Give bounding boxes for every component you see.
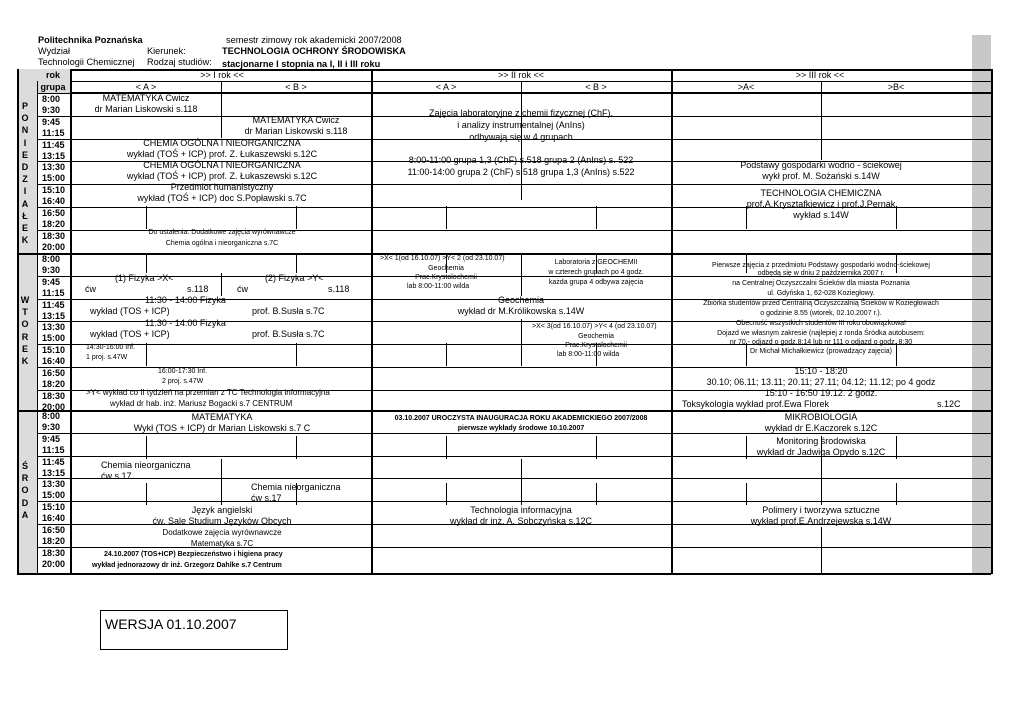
wed-y1-chem1-room: ćw s.17 [101, 471, 132, 481]
grid-line [446, 483, 447, 505]
tue-y2-geo2-groups: >X< 3(od 16.10.07) >Y< 4 (od 23.10.07) [532, 323, 657, 330]
time-end: 11:15 [42, 444, 65, 455]
wed-y1-math-title: MATEMATYKA [191, 412, 253, 422]
faculty-name: Technologii Chemicznej [38, 57, 135, 67]
mon-y3-tech-title: TECHNOLOGIA CHEMICZNA [760, 188, 882, 198]
grid-line [671, 69, 673, 574]
grid-line [896, 436, 897, 459]
grid-line [70, 69, 72, 574]
wed-y1-chem2-room: ćw s.17 [251, 493, 282, 503]
time-start: 15:10 [42, 502, 66, 513]
study-type: stacjonarne I stopnia na I, II i III roku [222, 59, 381, 69]
mon-y1-math2-title: MATEMATYKA Cwicz [252, 115, 340, 125]
tue-y3-note-7: Obecność wszystkich studentów III roku obowiązkowa! [735, 320, 907, 327]
grid-line [521, 81, 522, 93]
time-end: 11:15 [42, 287, 65, 298]
mon-y1-hum-title: Przedmiot humanistyczny [170, 182, 274, 192]
wed-y2-first-lectures: pierwsze wykłady środowe 10.10.2007 [457, 425, 585, 432]
time-end: 18:20 [42, 536, 66, 546]
wed-y3-monitor-teacher: wykład dr Jadwiga Opydo s.12C [756, 447, 886, 457]
tue-y1-inf1-room: 1 proj. s.47W [86, 354, 128, 361]
group-2b: < B > [585, 82, 607, 92]
grid-line [146, 206, 147, 229]
time-start: 8:00 [42, 254, 61, 264]
tue-y1-inf2-room: 2 proj. s.47W [162, 378, 204, 385]
grid-line [821, 93, 822, 160]
grid-line [37, 547, 991, 548]
tue-y1-phys1-room: s.118 [187, 284, 209, 294]
mon-y3-tech-room: wykład s.14W [793, 210, 849, 220]
tue-y3-toks-extra: 15:10 - 16:50 19.12. 2 godz. [764, 388, 878, 398]
tue-y2-geo-groups: >X< 1(od 16.10.07) >Y< 2 (od 23.10.07) [380, 255, 505, 262]
time-start: 11:45 [42, 139, 65, 150]
time-start: 8:00 [42, 411, 61, 421]
tue-y1-phys2-title: (2) Fizyka >Y< [265, 273, 324, 283]
tue-y2-geo2-title: Geochemia [578, 333, 614, 340]
wed-y2-ti-title: Technologia informacyjna [470, 505, 572, 515]
tue-y2-geo2-unit: Prac.Krystalochemii [565, 342, 627, 349]
mon-y2-lab-line5: 11:00-14:00 grupa 2 (ChF) s.518 grupa 1,3 (AnIns) s.522 [407, 167, 635, 177]
tue-y3-note-6: o godzinie 8.55 (wtorek, 02.10.2007 r.). [760, 310, 882, 317]
mon-y1-extra-subject: Chemia ogólna i nieorganiczna s.7C [165, 240, 279, 247]
grid-line [446, 206, 447, 229]
grid-line [446, 436, 447, 459]
grupa-header: grupa [40, 82, 66, 92]
tue-y2-labinfo-groups: w czterech grupach po 4 godz. [548, 269, 644, 276]
tue-y3-toks-title: Toksykologia wykład prof.Ewa Florek [682, 399, 830, 409]
group-1b: < B > [285, 82, 307, 92]
wed-y3-micro-title: MIKROBIOLOGIA [784, 412, 858, 422]
grid-line [371, 69, 373, 574]
time-end: 16:40 [42, 513, 66, 524]
time-end: 9:30 [42, 105, 61, 115]
mon-y2-lab-line2: i analizy instrumentalnej (AnIns) [457, 120, 585, 130]
year2-header: >> II rok << [497, 70, 545, 80]
tue-y3-note-2: odbędą się w dniu 2 października 2007 r. [757, 270, 885, 277]
tue-y1-physlec2-type: wykład (TOS + ICP) [90, 329, 170, 339]
grid-line [521, 319, 522, 366]
grid-line [146, 343, 147, 366]
grid-line [521, 459, 522, 505]
tue-y1-ti-teacher: wykład dr hab. inż. Mariusz Bogacki s.7 CENTRUM [110, 399, 293, 408]
time-start: 13:30 [42, 322, 66, 333]
university-name: Politechnika Poznańska [38, 35, 143, 45]
grid-line [37, 478, 991, 479]
tue-y1-inf2-time: 16:00-17:30 Inf. [158, 368, 208, 375]
wed-y3-poly-teacher: wykład prof.E.Andrzejewska s.14W [750, 516, 892, 526]
day-tuesday: W T O R E K [20, 295, 30, 367]
version-text: WERSJA 01.10.2007 [105, 616, 237, 632]
mon-y1-math-teacher: dr Marian Liskowski s.118 [94, 104, 198, 114]
time-start: 15:10 [42, 345, 66, 356]
time-end: 15:00 [42, 490, 66, 501]
wed-y2-ti-teacher: wykład dr inż. A. Sobczyńska s.12C [449, 516, 593, 526]
tue-y1-physlec2-teacher: prof. B.Susła s.7C [252, 329, 325, 339]
tue-y3-note-4: ul. Gdyńska 1, 62-028 Koziegłowy. [767, 290, 875, 297]
time-start: 18:30 [42, 390, 66, 401]
grid-line [596, 436, 597, 459]
time-start: 11:45 [42, 299, 65, 310]
time-end: 15:00 [42, 173, 66, 184]
wed-y1-eng-title: Język angielski [191, 505, 253, 515]
semester-text: semestr zimowy rok akademicki 2007/2008 [226, 35, 402, 45]
tue-y3-note-5: Zbiórka studentów przed Centralną Oczyszczalnią Ścieków w Koziegłowach [703, 300, 939, 307]
year1-header: >> I rok << [200, 70, 244, 80]
direction-name: TECHNOLOGIA OCHRONY ŚRODOWISKA [222, 46, 406, 56]
tue-y1-physlec-time: 11:30 - 14:00 Fizyka [145, 295, 226, 305]
group-3a: >A< [737, 82, 755, 92]
grid-line [821, 81, 822, 93]
mon-y3-tech-teachers: prof.A.Krysztafkiewicz i prof.J.Pernak [746, 199, 896, 209]
year3-header: >> III rok << [795, 70, 845, 80]
tue-y3-note-10: Dr Michał Michałkiewicz (prowadzący zajęcia) [750, 348, 892, 355]
grid-line [746, 436, 747, 459]
grid-line [221, 459, 222, 505]
mon-y3-water-title: Podstawy gospodarki wodno - ściekowej [740, 160, 902, 170]
tue-y1-phys2-room: s.118 [328, 284, 350, 294]
time-end: 20:00 [42, 241, 66, 252]
time-start: 16:50 [42, 208, 66, 218]
time-end: 20:00 [42, 558, 66, 569]
time-end: 20:00 [42, 401, 66, 412]
grid-line [37, 81, 38, 574]
time-end: 13:15 [42, 150, 66, 161]
time-end: 18:20 [42, 219, 66, 229]
mon-y2-lab-line4: 8:00-11:00 grupa 1,3 (ChF) s.518 grupa 2 (AnIns) s. 522 [408, 155, 634, 165]
grid-line [296, 206, 297, 229]
wed-y1-eng-place: ćw. Sale Studium Języków Obcych [152, 516, 292, 526]
grid-line [37, 501, 991, 502]
mon-y1-math2-teacher: dr Marian Liskowski s.118 [244, 126, 348, 136]
tue-y3-toks-dates: 30.10; 06.11; 13.11; 20.11; 27.11; 04.12; 11.12; po 4 godz [706, 377, 936, 387]
time-end: 16:40 [42, 356, 66, 367]
mon-y1-chem2-teacher: wykład (TOŚ + ICP) prof. Z. Łukaszewski s.12C [126, 171, 318, 181]
time-start: 9:45 [42, 116, 61, 127]
tue-y1-physlec2-time: 11:30 - 14:00 Fizyka [145, 318, 226, 328]
faculty-label: Wydział [38, 46, 71, 56]
time-end: 13:15 [42, 467, 66, 478]
grid-line [991, 69, 993, 574]
mon-y1-extra-title: Do ustalenia: Dodatkowe zajęcia wyrównawcze [148, 229, 296, 236]
grid-line [596, 206, 597, 229]
mon-y2-lab-line1: Zajęcia laboratoryjne z chemii fizycznej (ChF), [428, 108, 614, 118]
wed-y3-poly-title: Polimery i tworzywa sztuczne [762, 505, 880, 515]
mon-y1-math-title: MATEMATYKA Cwicz [102, 93, 190, 103]
tue-y1-ti-title: >Y< wykład co II tydzień na przemian z TC Technologia informacyjna [86, 388, 330, 397]
grid-line [17, 69, 19, 574]
tue-y2-geo-title: Geochemia [428, 265, 464, 272]
time-end: 13:15 [42, 310, 66, 321]
day-monday: P O N I E D Z I A Ł E K [21, 101, 29, 246]
time-start: 16:50 [42, 368, 66, 378]
wed-y1-math-teacher: Wykł (TOS + ICP) dr Marian Liskowski s.7 C [133, 423, 311, 433]
tue-y2-geo-lab: lab 8:00-11:00 wilda [407, 283, 470, 290]
wed-y2-inauguration: 03.10.2007 UROCZYSTA INAUGURACJA ROKU AKADEMICKIEGO 2007/2008 [394, 415, 648, 422]
tue-y2-geolec-teacher: wykład dr M.Królikowska s.14W [457, 306, 585, 316]
direction-label: Kierunek: [147, 46, 186, 56]
mon-y1-chem-title: CHEMIA OGÓLNA I NIEORGANICZNA [143, 138, 301, 148]
group-3b: >B< [887, 82, 905, 92]
wed-y1-chem1-title: Chemia nieorganiczna [101, 460, 191, 470]
tue-y3-note-3: na Centralnej Oczyszczalni Ścieków dla miasta Poznania [732, 280, 910, 287]
mon-y1-hum-teacher: wykład (TOŚ + ICP) doc S.Popławski s.7C [137, 193, 307, 203]
wed-y1-extra-subject: Matematyka s.7C [190, 539, 254, 548]
tue-y3-note-1: Pierwsze zajęcia z przedmiotu Podstawy gospodarki wodno-ściekowej [712, 262, 930, 269]
time-start: 13:30 [42, 479, 66, 490]
group-1a: < A > [135, 82, 157, 92]
grid-line [521, 253, 522, 296]
time-start: 9:45 [42, 276, 61, 287]
grid-line [17, 573, 991, 575]
time-end: 16:40 [42, 196, 66, 207]
grid-line [146, 436, 147, 459]
time-start: 11:45 [42, 456, 65, 467]
time-start: 9:45 [42, 433, 61, 444]
version-box [100, 610, 288, 650]
grid-line [446, 343, 447, 366]
grid-line [221, 81, 222, 93]
tue-y2-geolec-title: Geochemia [497, 295, 545, 305]
wed-y1-bhp-title: 24.10.2007 (TOS+ICP) Bezpieczeństwo i higiena pracy [104, 551, 283, 558]
mon-y2-lab-line3: odbywają się w 4 grupach [469, 132, 573, 142]
tue-y3-note-8: Dojazd we własnym zakresie (najlepiej z ronda Śródka autobusem: [717, 330, 925, 337]
tue-y1-physlec-teacher: prof. B.Susła s.7C [252, 306, 325, 316]
tue-y3-note-9: nr 70 - odjazd o godz.8:14 lub nr 111 o odjazd o godz. 8:30 [729, 339, 913, 346]
grid-line [146, 253, 147, 273]
grid-line [296, 436, 297, 459]
grid-line [821, 459, 822, 505]
time-start: 15:10 [42, 185, 66, 196]
time-start: 18:30 [42, 547, 66, 558]
group-2a: < A > [435, 82, 457, 92]
time-start: 13:30 [42, 162, 66, 173]
tue-y1-phys2-type: ćw [237, 284, 248, 294]
grid-line [221, 93, 222, 138]
mon-y1-chem2-title: CHEMIA OGÓLNA I NIEORGANICZNA [143, 160, 301, 170]
time-start: 8:00 [42, 94, 61, 104]
study-type-label: Rodzaj studiów: [147, 57, 212, 67]
tue-y2-geo-unit: Prac.Krystalochemii [415, 274, 477, 281]
grid-line [821, 527, 822, 573]
tue-y1-inf1-time: 14:30-16:00 Inf. [86, 344, 136, 351]
grid-line [221, 273, 222, 296]
grid-line [17, 81, 991, 82]
grid-line [596, 483, 597, 505]
time-end: 9:30 [42, 265, 61, 275]
wed-y3-monitor-title: Monitoring środowiska [776, 436, 866, 446]
grid-line [296, 253, 297, 273]
tue-y2-geo2-lab: lab 8:00-11:00 wilda [557, 351, 620, 358]
tue-y1-physlec-type: wykład (TOS + ICP) [90, 306, 170, 316]
day-wednesday: Ś R O D A [21, 461, 29, 520]
grid-line [896, 483, 897, 505]
time-end: 18:20 [42, 379, 66, 389]
wed-y1-extra-title: Dodatkowe zajęcia wyrównawcze [162, 528, 282, 537]
tue-y3-toks-time: 15:10 - 18:20 [794, 366, 848, 376]
wed-y1-bhp-teacher: wykład jednorazowy dr inż. Grzegorz Dahlke s.7 Centrum [92, 562, 282, 569]
mon-y3-water-teacher: wykł prof. M. Sożański s.14W [762, 171, 880, 181]
rok-header: rok [45, 70, 61, 80]
time-end: 9:30 [42, 422, 61, 432]
tue-y3-toks-room: s.12C [937, 399, 961, 409]
grid-line [896, 206, 897, 229]
wed-y3-micro-teacher: wykład dr E.Kaczorek s.12C [764, 423, 878, 433]
mon-y1-chem-teacher: wykład (TOŚ + ICP) prof. Z. Łukaszewski s.12C [126, 149, 318, 159]
time-end: 11:15 [42, 127, 65, 138]
tue-y1-phys1-title: (1) Fizyka >X< [115, 273, 174, 283]
grid-line [146, 483, 147, 505]
wed-y1-chem2-title: Chemia nieorganiczna [251, 482, 341, 492]
tue-y2-labinfo-each: każda grupa 4 odbywa zajęcia [548, 279, 644, 286]
time-end: 15:00 [42, 333, 66, 344]
time-start: 18:30 [42, 230, 66, 241]
grid-line [296, 343, 297, 366]
grid-line [746, 483, 747, 505]
tue-y1-phys1-type: ćw [85, 284, 96, 294]
tue-y2-labinfo-title: Laboratoria z GEOCHEMII [554, 259, 638, 266]
time-start: 16:50 [42, 525, 66, 535]
